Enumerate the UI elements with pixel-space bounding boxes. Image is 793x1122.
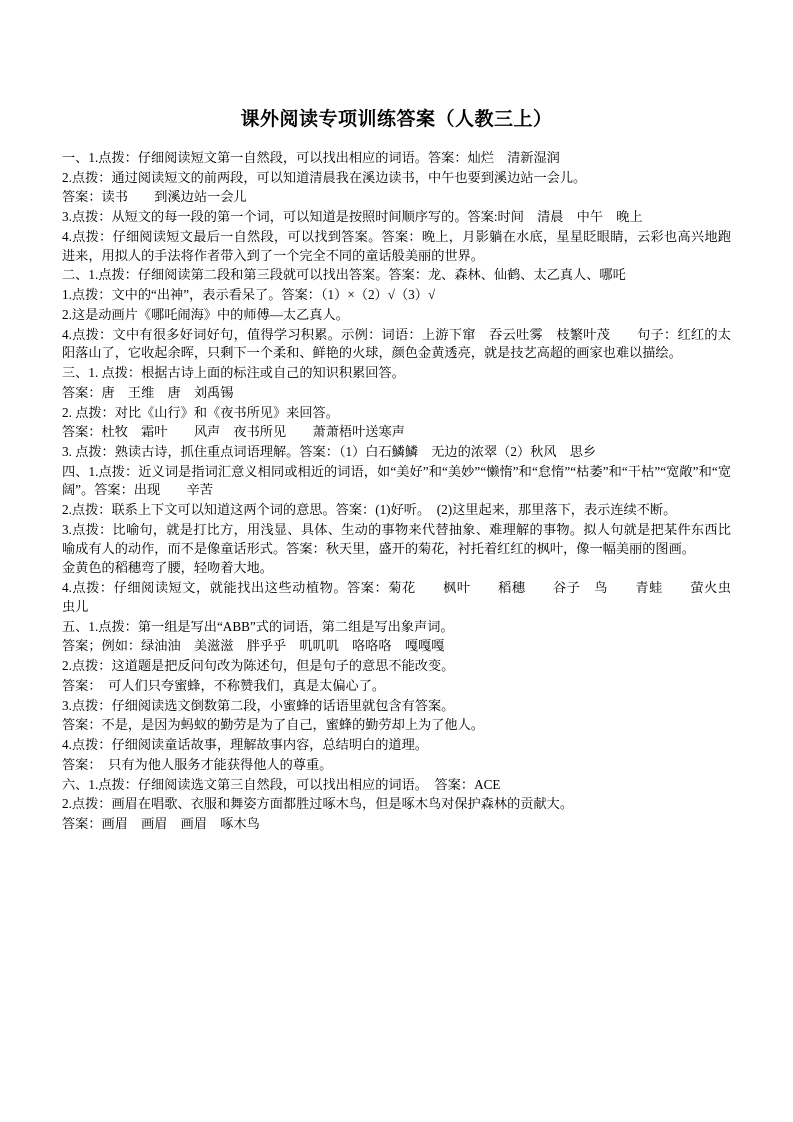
paragraph: 答案： 可人们只夸蜜蜂，不称赞我们，真是太偏心了。: [62, 677, 386, 693]
paragraph: 三、1. 点拨：根据古诗上面的标注或自己的知识积累回答。: [62, 365, 405, 381]
paragraph: 4.点拨：仔细阅读短文，就能找出这些动植物。答案：菊花 枫叶 稻穗 谷子 鸟 青蛙 萤火虫 虫儿: [62, 580, 758, 614]
paragraph: 答案： 只有为他人服务才能获得他人的尊重。: [62, 756, 333, 772]
paragraph: 3.点拨：比喻句，就是打比方，用浅显、具体、生动的事物来代替抽象、难理解的事物。拟人句就是把某件东西比喻成有人的动作，而不是像童话形式。答案：秋天里，盛开的菊花，衬托着红红的枫叶，像一幅美丽的图画。: [62, 521, 731, 556]
paragraph: 2.点拨：画眉在唱歌、衣服和舞姿方面都胜过啄木鸟，但是啄木鸟对保护森林的贡献大。: [62, 796, 574, 812]
paragraph: 答案：杜牧 霜叶 风声 夜书所见 萧萧梧叶送寒声: [62, 424, 405, 440]
paragraph: 2.点拨：这道题是把反问句改为陈述句，但是句子的意思不能改变。: [62, 658, 455, 674]
paragraph: 4.点拨：文中有很多好词好句，值得学习积累。示例：词语：上游下窜 吞云吐雾 枝繁叶茂 句子：红红的太阳落山了，它收起余晖，只剩下一个柔和、鲜艳的火球，颜色金黄透亮，就是技艺高超的画家也难以描绘。: [62, 326, 731, 361]
paragraph: 4.点拨：仔细阅读短文最后一自然段，可以找到答案。答案：晚上，月影躺在水底，星星眨眼睛，云彩也高兴地跑进来，用拟人的手法将作者带入到了一个完全不同的童话般美丽的世界。: [62, 228, 731, 263]
paragraph: 一、1.点拨：仔细阅读短文第一自然段，可以找出相应的词语。答案：灿烂 清新湿润: [62, 150, 560, 165]
paragraph: 答案；例如：绿油油 美滋滋 胖乎乎 叽叽叽 咯咯咯 嘎嘎嘎: [62, 638, 445, 654]
paragraph: 3.点拨：从短文的每一段的第一个词，可以知道是按照时间顺序写的。答案:时间 清晨 中午 晚上: [62, 209, 643, 225]
paragraph: 答案：不是，是因为蚂蚁的勤劳是为了自己，蜜蜂的勤劳却上为了他人。: [62, 717, 484, 733]
paragraph: 1.点拨：文中的“出神”，表示看呆了。答案：（1）×（2）√（3）√: [62, 287, 436, 303]
paragraph: 3. 点拨：熟读古诗，抓住重点词语理解。答案：（1）白石鱗鱗 无边的浓翠（2）秋风 思乡: [62, 444, 597, 460]
paragraph: 五、1.点拨：第一组是写出“ABB”式的词语，第二组是写出象声词。: [62, 618, 454, 634]
paragraph: 答案：唐 王维 唐 刘禹锡: [62, 384, 234, 400]
paragraph: 3.点拨：仔细阅读选文倒数第二段，小蜜蜂的话语里就包含有答案。: [62, 697, 455, 713]
paragraph: 金黄色的稻穗弯了腰，轻吻着大地。: [62, 560, 273, 576]
paragraph: 六、1.点拨：仔细阅读选文第三自然段，可以找出相应的词语。 答案：ACE: [62, 776, 501, 792]
paragraph: 2.这是动画片《哪吒闹海》中的师傅—太乙真人。: [62, 306, 349, 322]
paragraph: 2.点拨：通过阅读短文的前两段，可以知道清晨我在溪边读书，中午也要到溪边站一会儿。: [62, 169, 587, 185]
paragraph: 2.点拨：联系上下文可以知道这两个词的意思。答案：(1)好听。 (2)这里起来，那里落下，表示连续不断。: [62, 502, 677, 518]
paragraph: 答案：读书 到溪边站一会儿: [62, 189, 247, 205]
paragraph: 4.点拨：仔细阅读童话故事，理解故事内容，总结明白的道理。: [62, 737, 428, 753]
paragraph: 二、1.点拨：仔细阅读第二段和第三段就可以找出答案。答案：龙、森林、仙鹤、太乙真人、哪吒: [62, 267, 626, 283]
document-body: [62, 149, 758, 834]
paragraph: 答案：画眉 画眉 画眉 啄木鸟: [62, 815, 260, 831]
page-title: 课外阅读专项训练答案（人教三上）: [240, 109, 553, 130]
paragraph: 2. 点拨：对比《山行》和《夜书所见》来回答。: [62, 404, 339, 420]
paragraph: 四、1.点拨：近义词是指词汇意义相同或相近的词语，如“美好”和“美妙”“懒惰”和“怠惰”“枯萎”和“干枯”“宽敞”和“宽阔”。答案：出现 辛苦: [62, 463, 731, 498]
